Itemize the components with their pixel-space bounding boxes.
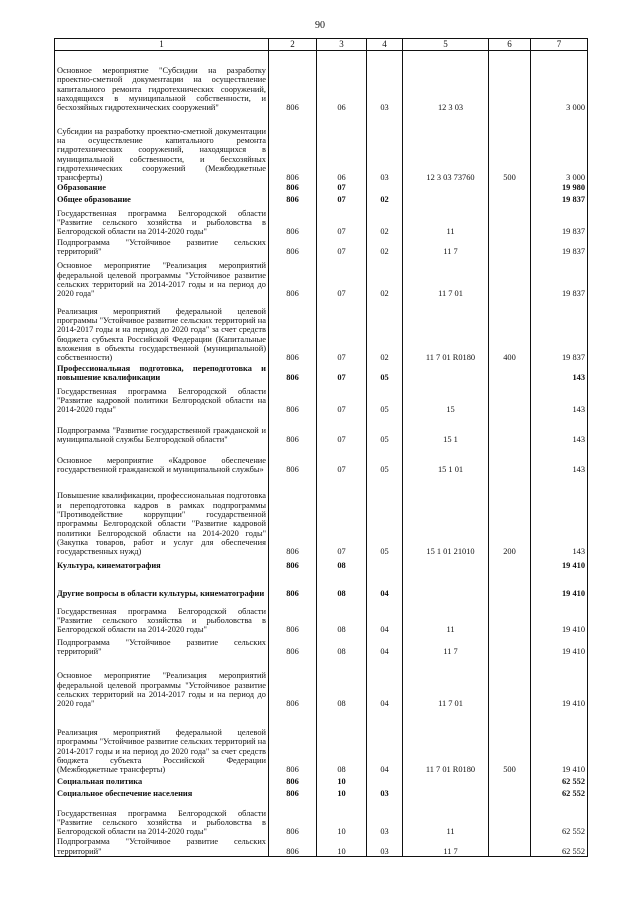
row-subsection-code: 04: [367, 709, 403, 775]
row-amount: 143: [531, 475, 588, 557]
row-subsection-code: 05: [367, 415, 403, 445]
row-target-article: 11 7: [403, 837, 489, 857]
row-target-article: 11 7 01 R0180: [403, 299, 489, 363]
row-section-code: 07: [317, 445, 367, 475]
row-description: Основное мероприятие "Реализация мероприятий федеральной целевой программы "Устойчивое развитие сельских территорий на 2014-2017 годы и на период до 2020 года": [55, 257, 269, 299]
row-target-article: [403, 775, 489, 787]
row-section-code: 08: [317, 599, 367, 635]
row-description: Подпрограмма "Развитие государственной гражданской и муниципальной службы Белгородской области": [55, 415, 269, 445]
row-expense-type: [489, 837, 531, 857]
row-ministry-code: 806: [269, 657, 317, 709]
row-subsection-code: 03: [367, 787, 403, 799]
header-cell: 6: [489, 39, 531, 51]
row-description: Социальная политика: [55, 775, 269, 787]
row-amount: 19 837: [531, 299, 588, 363]
row-section-code: 07: [317, 193, 367, 205]
row-target-article: 11: [403, 599, 489, 635]
row-target-article: 15 1: [403, 415, 489, 445]
row-ministry-code: 806: [269, 475, 317, 557]
row-ministry-code: 806: [269, 799, 317, 837]
row-subsection-code: 02: [367, 237, 403, 257]
row-amount: 3 000: [531, 113, 588, 183]
row-expense-type: [489, 193, 531, 205]
table-row: [55, 599, 588, 635]
row-amount: 62 552: [531, 787, 588, 799]
table-row: [55, 113, 588, 183]
row-expense-type: 500: [489, 709, 531, 775]
row-expense-type: [489, 599, 531, 635]
row-target-article: [403, 787, 489, 799]
row-ministry-code: 806: [269, 787, 317, 799]
row-description: Государственная программа Белгородской области "Развитие сельского хозяйства и рыболовства в Белгородской области на 2014-2020 годы": [55, 205, 269, 237]
row-amount: 143: [531, 383, 588, 415]
row-ministry-code: 806: [269, 557, 317, 571]
row-section-code: 07: [317, 363, 367, 383]
row-amount: 19 980: [531, 183, 588, 193]
row-section-code: 08: [317, 657, 367, 709]
row-amount: 62 552: [531, 799, 588, 837]
row-subsection-code: [367, 775, 403, 787]
table-row: [55, 635, 588, 657]
row-target-article: 11 7 01 R0180: [403, 709, 489, 775]
row-ministry-code: 806: [269, 383, 317, 415]
row-section-code: 10: [317, 837, 367, 857]
header-cell: 5: [403, 39, 489, 51]
row-subsection-code: 05: [367, 475, 403, 557]
row-description: Подпрограмма "Устойчивое развитие сельских территорий": [55, 635, 269, 657]
row-expense-type: [489, 787, 531, 799]
row-section-code: 06: [317, 51, 367, 113]
row-subsection-code: 02: [367, 299, 403, 363]
row-subsection-code: 05: [367, 363, 403, 383]
row-amount: 19 410: [531, 635, 588, 657]
row-target-article: 11: [403, 205, 489, 237]
row-ministry-code: 806: [269, 635, 317, 657]
row-section-code: 07: [317, 415, 367, 445]
row-subsection-code: 05: [367, 383, 403, 415]
header-cell: 2: [269, 39, 317, 51]
row-section-code: 08: [317, 709, 367, 775]
row-section-code: 07: [317, 383, 367, 415]
row-subsection-code: 02: [367, 205, 403, 237]
row-section-code: 08: [317, 557, 367, 571]
row-amount: 19 410: [531, 709, 588, 775]
table-row: [55, 445, 588, 475]
row-section-code: 10: [317, 787, 367, 799]
row-target-article: [403, 363, 489, 383]
row-description: Социальное обеспечение населения: [55, 787, 269, 799]
table-row: [55, 299, 588, 363]
row-expense-type: [489, 257, 531, 299]
row-subsection-code: 03: [367, 113, 403, 183]
row-expense-type: 500: [489, 113, 531, 183]
row-ministry-code: 806: [269, 837, 317, 857]
row-subsection-code: 03: [367, 799, 403, 837]
row-ministry-code: 806: [269, 113, 317, 183]
row-ministry-code: 806: [269, 237, 317, 257]
table-row: [55, 51, 588, 113]
row-ministry-code: 806: [269, 257, 317, 299]
row-ministry-code: 806: [269, 299, 317, 363]
row-description: Основное мероприятие "Реализация мероприятий федеральной целевой программы "Устойчивое развитие сельских территорий на 2014-2017 годы и на период до 2020 года": [55, 657, 269, 709]
table-header-row: [55, 39, 588, 51]
row-amount: 62 552: [531, 775, 588, 787]
table-row: [55, 363, 588, 383]
row-subsection-code: 04: [367, 599, 403, 635]
row-description: Государственная программа Белгородской области "Развитие сельского хозяйства и рыболовства в Белгородской области на 2014-2020 годы": [55, 799, 269, 837]
row-subsection-code: 04: [367, 657, 403, 709]
table-row: [55, 257, 588, 299]
row-expense-type: [489, 237, 531, 257]
table-row: [55, 183, 588, 193]
row-target-article: 11 7 01: [403, 257, 489, 299]
row-section-code: 10: [317, 775, 367, 787]
row-amount: 19 410: [531, 571, 588, 599]
row-expense-type: [489, 363, 531, 383]
row-section-code: 08: [317, 635, 367, 657]
row-section-code: 07: [317, 475, 367, 557]
row-ministry-code: 806: [269, 709, 317, 775]
table-row: [55, 709, 588, 775]
row-expense-type: [489, 775, 531, 787]
header-cell: 7: [531, 39, 588, 51]
table-row: [55, 775, 588, 787]
row-description: Культура, кинематография: [55, 557, 269, 571]
table-row: [55, 383, 588, 415]
row-section-code: 07: [317, 257, 367, 299]
row-subsection-code: 03: [367, 51, 403, 113]
row-ministry-code: 806: [269, 445, 317, 475]
row-section-code: 10: [317, 799, 367, 837]
row-subsection-code: 02: [367, 193, 403, 205]
row-target-article: [403, 183, 489, 193]
row-subsection-code: 05: [367, 445, 403, 475]
row-section-code: 08: [317, 571, 367, 599]
table-row: [55, 475, 588, 557]
row-expense-type: 200: [489, 475, 531, 557]
row-amount: 143: [531, 445, 588, 475]
table-row: [55, 237, 588, 257]
row-description: Подпрограмма "Устойчивое развитие сельских территорий": [55, 237, 269, 257]
page-number: 90: [315, 20, 325, 31]
row-amount: 19 410: [531, 599, 588, 635]
row-expense-type: [489, 183, 531, 193]
row-description: Образование: [55, 183, 269, 193]
row-target-article: 15 1 01 21010: [403, 475, 489, 557]
row-description: Субсидии на разработку проектно-сметной документации на осуществление капитального ремонта гидротехнических сооружений, находящихся в муниципальной собственности, и бесхозяйных гидротехнических сооружений (Межбюджетные трансферты): [55, 113, 269, 183]
table-row: [55, 415, 588, 445]
row-description: Основное мероприятие "Субсидии на разработку проектно-сметной документации на осуществление капитального ремонта гидротехнических сооружений, находящихся в муниципальной собственности, и бесхозяйных гидротехнических сооружений": [55, 51, 269, 113]
row-expense-type: [489, 445, 531, 475]
row-amount: 19 837: [531, 257, 588, 299]
row-description: Общее образование: [55, 193, 269, 205]
row-ministry-code: 806: [269, 599, 317, 635]
row-target-article: 11 7: [403, 635, 489, 657]
row-expense-type: [489, 657, 531, 709]
table-row: [55, 657, 588, 709]
row-description: Повышение квалификации, профессиональная подготовка и переподготовка кадров в рамках подпрограммы "Противодействие коррупции" государственной программы Белгородской области "Развитие кадровой политики Белгородской области на 2014-2020 годы" (Закупка товаров, работ и услуг для обеспечения государственных нужд): [55, 475, 269, 557]
row-subsection-code: 03: [367, 837, 403, 857]
header-cell: 3: [317, 39, 367, 51]
row-amount: 19 410: [531, 657, 588, 709]
row-expense-type: [489, 635, 531, 657]
header-cell: 1: [55, 39, 269, 51]
table-row: [55, 837, 588, 857]
row-ministry-code: 806: [269, 363, 317, 383]
row-expense-type: [489, 571, 531, 599]
row-amount: 62 552: [531, 837, 588, 857]
row-amount: 3 000: [531, 51, 588, 113]
row-subsection-code: 04: [367, 635, 403, 657]
budget-table: [54, 38, 588, 857]
row-subsection-code: 02: [367, 257, 403, 299]
row-section-code: 07: [317, 183, 367, 193]
row-target-article: [403, 557, 489, 571]
row-expense-type: [489, 383, 531, 415]
row-amount: 19 410: [531, 557, 588, 571]
table-row: [55, 193, 588, 205]
row-target-article: 15: [403, 383, 489, 415]
table-row: [55, 205, 588, 237]
row-ministry-code: 806: [269, 571, 317, 599]
row-target-article: 11 7 01: [403, 657, 489, 709]
table-row: [55, 799, 588, 837]
row-ministry-code: 806: [269, 415, 317, 445]
row-expense-type: [489, 557, 531, 571]
row-amount: 143: [531, 415, 588, 445]
header-cell: 4: [367, 39, 403, 51]
row-subsection-code: 04: [367, 571, 403, 599]
row-ministry-code: 806: [269, 193, 317, 205]
row-target-article: [403, 193, 489, 205]
row-ministry-code: 806: [269, 51, 317, 113]
row-expense-type: [489, 799, 531, 837]
row-target-article: 12 3 03: [403, 51, 489, 113]
row-expense-type: [489, 415, 531, 445]
row-section-code: 07: [317, 299, 367, 363]
row-subsection-code: [367, 557, 403, 571]
table-row: [55, 571, 588, 599]
row-expense-type: [489, 51, 531, 113]
row-description: Государственная программа Белгородской области "Развитие сельского хозяйства и рыболовства в Белгородской области на 2014-2020 годы": [55, 599, 269, 635]
row-target-article: 11: [403, 799, 489, 837]
row-description: Основное мероприятие «Кадровое обеспечение государственной гражданской и муниципальной службы»: [55, 445, 269, 475]
table-row: [55, 787, 588, 799]
row-amount: 19 837: [531, 193, 588, 205]
row-section-code: 06: [317, 113, 367, 183]
row-target-article: 15 1 01: [403, 445, 489, 475]
row-ministry-code: 806: [269, 205, 317, 237]
row-amount: 143: [531, 363, 588, 383]
row-description: Государственная программа Белгородской области "Развитие кадровой политики Белгородской области на 2014-2020 годы": [55, 383, 269, 415]
row-amount: 19 837: [531, 237, 588, 257]
row-target-article: 12 3 03 73760: [403, 113, 489, 183]
row-section-code: 07: [317, 237, 367, 257]
row-target-article: 11 7: [403, 237, 489, 257]
row-description: Другие вопросы в области культуры, кинематографии: [55, 571, 269, 599]
row-description: Подпрограмма "Устойчивое развитие сельских территорий": [55, 837, 269, 857]
row-subsection-code: [367, 183, 403, 193]
row-target-article: [403, 571, 489, 599]
row-description: Профессиональная подготовка, переподготовка и повышение квалификации: [55, 363, 269, 383]
row-expense-type: 400: [489, 299, 531, 363]
row-ministry-code: 806: [269, 775, 317, 787]
row-description: Реализация мероприятий федеральной целевой программы "Устойчивое развитие сельских территорий на 2014-2017 годы и на период до 2020 года" за счет средств бюджета субъекта Российской Федерации (Капитальные вложения в объекты государственной (муниципальной) собственности): [55, 299, 269, 363]
table-row: [55, 557, 588, 571]
row-amount: 19 837: [531, 205, 588, 237]
row-ministry-code: 806: [269, 183, 317, 193]
row-description: Реализация мероприятий федеральной целевой программы "Устойчивое развитие сельских территорий на 2014-2017 годы и на период до 2020 года" за счет средств бюджета субъекта Российской Федерации (Межбюджетные трансферты): [55, 709, 269, 775]
row-expense-type: [489, 205, 531, 237]
row-section-code: 07: [317, 205, 367, 237]
